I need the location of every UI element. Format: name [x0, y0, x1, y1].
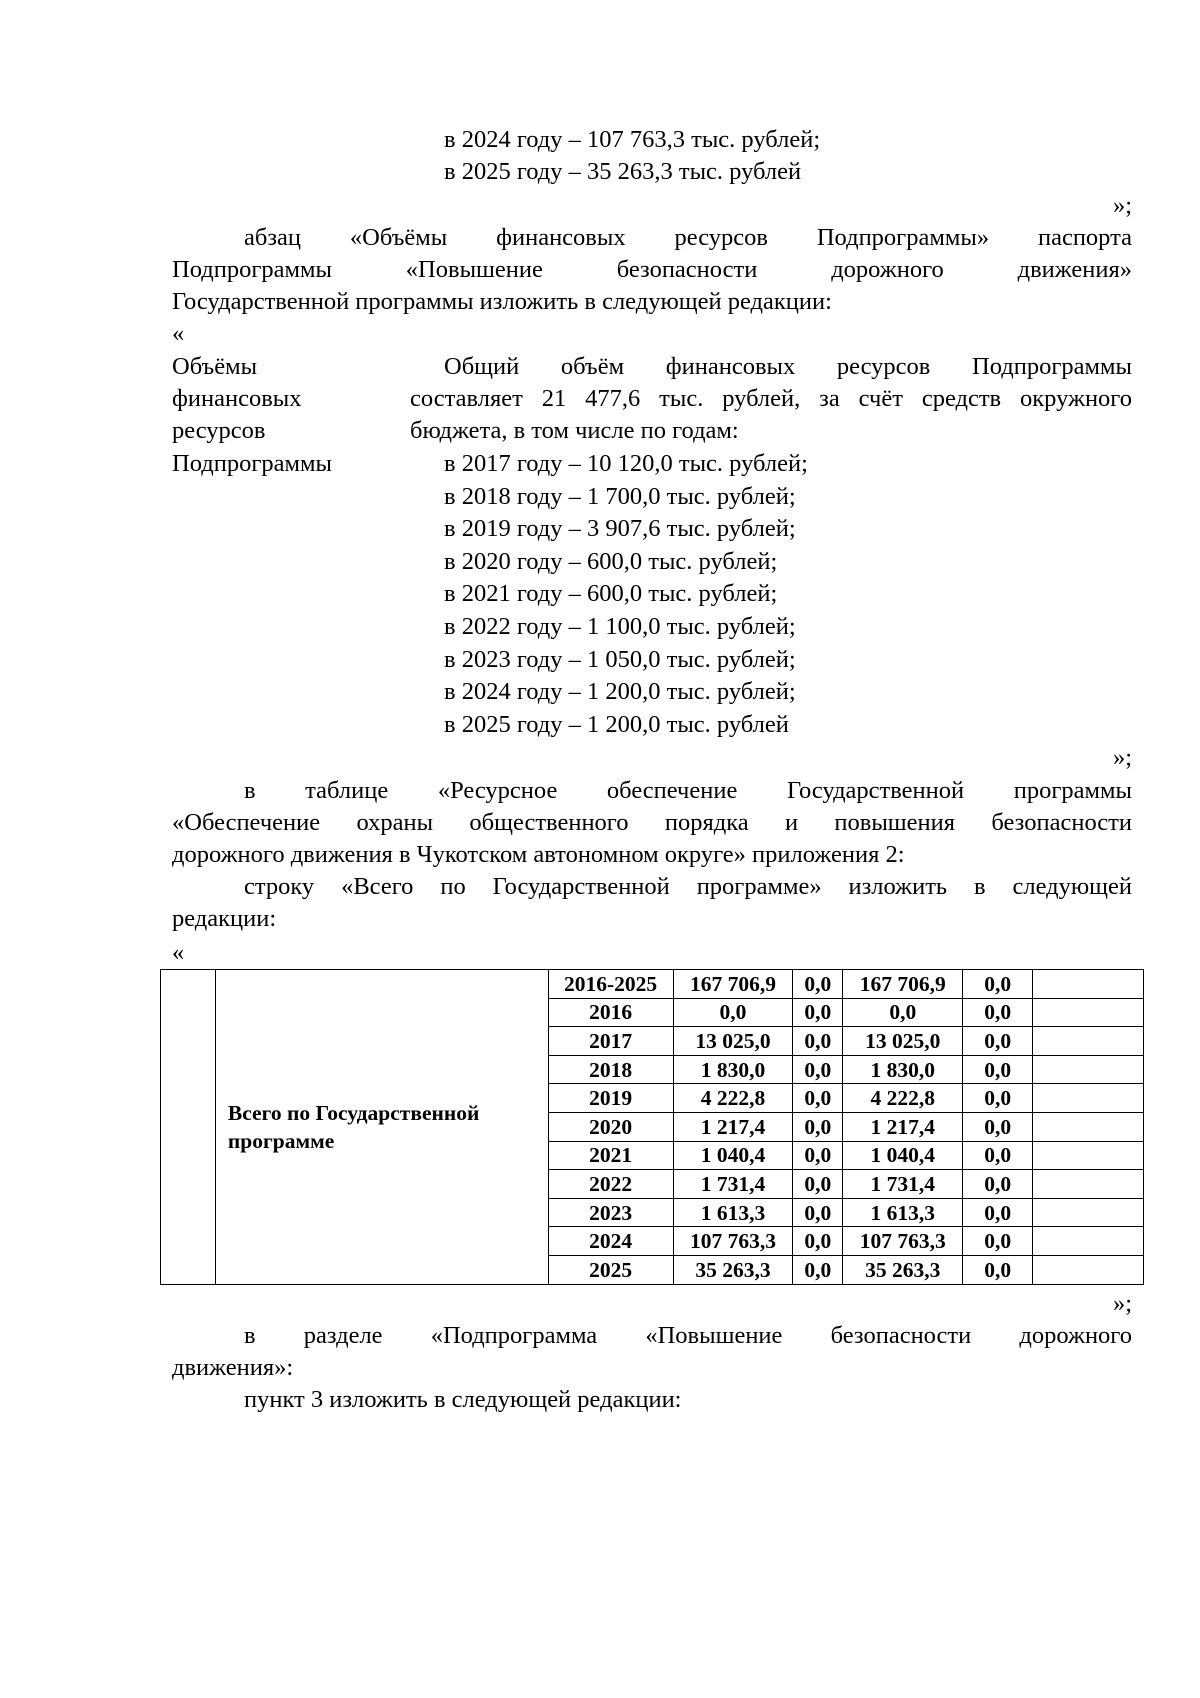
paragraph-line: в таблице «Ресурсное обеспечение Государственной программы — [244, 777, 1132, 804]
empty-cell — [1033, 1055, 1144, 1084]
table-row — [161, 970, 1144, 999]
row-label-line: Всего по Государственной — [227, 1100, 480, 1125]
passport-desc-line: составляет 21 477,6 тыс. рублей, за счёт средств окружного — [410, 385, 1132, 412]
cell-c2: 107 763,3 — [843, 1227, 963, 1256]
cell-total: 35 263,3 — [673, 1255, 793, 1284]
paragraph — [172, 222, 1132, 318]
closing-quote: »; — [1112, 744, 1132, 771]
cell-period: 2020 — [548, 1112, 673, 1141]
cell-period: 2025 — [548, 1255, 673, 1284]
year-line: в 2018 году – 1 700,0 тыс. рублей; — [444, 482, 796, 510]
paragraph-line: Государственной программы изложить в следующей редакции: — [172, 288, 832, 315]
empty-cell — [1033, 1084, 1144, 1113]
cell-total: 1 731,4 — [673, 1170, 793, 1199]
paragraph-line: Подпрограммы «Повышение безопасности дорожного движения» — [172, 256, 1132, 283]
empty-cell — [1033, 1255, 1144, 1284]
cell-total: 4 222,8 — [673, 1084, 793, 1113]
passport-label-line: ресурсов — [172, 417, 266, 444]
year-line: в 2024 году – 107 763,3 тыс. рублей; — [444, 126, 821, 153]
year-line: в 2023 году – 1 050,0 тыс. рублей; — [444, 645, 796, 673]
cell-c3: 0,0 — [963, 1112, 1033, 1141]
cell-period: 2019 — [548, 1084, 673, 1113]
row-label-cell — [215, 970, 548, 1285]
cell-c2: 35 263,3 — [843, 1255, 963, 1284]
passport-desc-line: Общий объём финансовых ресурсов Подпрограммы — [444, 353, 1132, 380]
cell-c1: 0,0 — [793, 1170, 843, 1199]
cell-c3: 0,0 — [963, 1055, 1033, 1084]
paragraph-line: дорожного движения в Чукотском автономном округе» приложения 2: — [172, 841, 905, 868]
cell-c2: 167 706,9 — [843, 970, 963, 999]
cell-total: 1 040,4 — [673, 1141, 793, 1170]
cell-c1: 0,0 — [793, 970, 843, 999]
cell-period: 2016 — [548, 998, 673, 1027]
paragraph-line: в разделе «Подпрограмма «Повышение безопасности дорожного — [244, 1322, 1132, 1349]
passport-desc-line: бюджета, в том числе по годам: — [410, 417, 739, 444]
cell-c3: 0,0 — [963, 1141, 1033, 1170]
opening-quote: « — [172, 320, 185, 347]
cell-c3: 0,0 — [963, 998, 1033, 1027]
paragraph-line: абзац «Объёмы финансовых ресурсов Подпрограммы» паспорта — [244, 224, 1132, 251]
paragraph-line: редакции: — [172, 905, 277, 932]
cell-period: 2021 — [548, 1141, 673, 1170]
passport-label-line: Подпрограммы — [172, 450, 332, 477]
paragraph-line: движения»: — [172, 1354, 294, 1381]
resource-table — [160, 969, 1144, 1285]
cell-c1: 0,0 — [793, 1084, 843, 1113]
passport-label-line: финансовых — [172, 385, 302, 412]
cell-period: 2022 — [548, 1170, 673, 1199]
cell-total: 107 763,3 — [673, 1227, 793, 1256]
empty-cell — [1033, 1027, 1144, 1056]
year-line: в 2025 году – 35 263,3 тыс. рублей — [444, 158, 802, 185]
cell-c2: 1 830,0 — [843, 1055, 963, 1084]
cell-c1: 0,0 — [793, 1112, 843, 1141]
closing-quote: »; — [1112, 1290, 1132, 1317]
cell-c1: 0,0 — [793, 1141, 843, 1170]
passport-years — [444, 448, 808, 741]
year-line: в 2025 году – 1 200,0 тыс. рублей — [444, 710, 789, 738]
cell-c3: 0,0 — [963, 1198, 1033, 1227]
empty-cell — [1033, 1141, 1144, 1170]
year-line: в 2021 году – 600,0 тыс. рублей; — [444, 580, 778, 608]
cell-c2: 1 217,4 — [843, 1112, 963, 1141]
year-line: в 2017 году – 10 120,0 тыс. рублей; — [444, 450, 808, 477]
passport-label-line: Объёмы — [172, 353, 258, 380]
cell-total: 13 025,0 — [673, 1027, 793, 1056]
cell-c3: 0,0 — [963, 1084, 1033, 1113]
cell-c3: 0,0 — [963, 1170, 1033, 1199]
cell-c3: 0,0 — [963, 1027, 1033, 1056]
empty-cell — [1033, 1112, 1144, 1141]
cell-c3: 0,0 — [963, 970, 1033, 999]
row-label-line: программе — [227, 1128, 335, 1153]
cell-total: 1 613,3 — [673, 1198, 793, 1227]
cell-c1: 0,0 — [793, 1198, 843, 1227]
paragraph-line: «Обеспечение охраны общественного порядка и повышения безопасности — [172, 809, 1132, 836]
cell-c1: 0,0 — [793, 1055, 843, 1084]
year-line: в 2020 году – 600,0 тыс. рублей; — [444, 547, 778, 575]
passport-description — [410, 351, 1132, 447]
cell-c2: 1 731,4 — [843, 1170, 963, 1199]
empty-cell — [1033, 1170, 1144, 1199]
cell-period: 2023 — [548, 1198, 673, 1227]
cell-c3: 0,0 — [963, 1255, 1033, 1284]
cell-total: 0,0 — [673, 998, 793, 1027]
cell-period: 2016-2025 — [548, 970, 673, 999]
cell-c1: 0,0 — [793, 1227, 843, 1256]
cell-c2: 0,0 — [843, 998, 963, 1027]
year-line: в 2024 году – 1 200,0 тыс. рублей; — [444, 678, 796, 706]
empty-cell — [1033, 970, 1144, 999]
opening-quote: « — [172, 939, 185, 966]
paragraph — [172, 775, 1132, 935]
cell-c2: 1 613,3 — [843, 1198, 963, 1227]
cell-c1: 0,0 — [793, 1027, 843, 1056]
cell-total: 1 830,0 — [673, 1055, 793, 1084]
cell-c3: 0,0 — [963, 1227, 1033, 1256]
paragraph — [172, 1320, 1132, 1416]
cell-period: 2018 — [548, 1055, 673, 1084]
cell-c2: 13 025,0 — [843, 1027, 963, 1056]
year-line: в 2022 году – 1 100,0 тыс. рублей; — [444, 612, 796, 640]
cell-c1: 0,0 — [793, 1255, 843, 1284]
cell-c2: 1 040,4 — [843, 1141, 963, 1170]
cell-total: 167 706,9 — [673, 970, 793, 999]
paragraph-line: пункт 3 изложить в следующей редакции: — [244, 1386, 682, 1413]
cell-c2: 4 222,8 — [843, 1084, 963, 1113]
year-line: в 2019 году – 3 907,6 тыс. рублей; — [444, 515, 796, 543]
empty-cell — [1033, 1198, 1144, 1227]
paragraph-line: строку «Всего по Государственной программе» изложить в следующей — [244, 873, 1132, 900]
empty-cell — [1033, 1227, 1144, 1256]
cell-period: 2024 — [548, 1227, 673, 1256]
cell-total: 1 217,4 — [673, 1112, 793, 1141]
empty-cell — [1033, 998, 1144, 1027]
cell-c1: 0,0 — [793, 998, 843, 1027]
empty-cell — [161, 970, 216, 1285]
closing-quote: »; — [1112, 192, 1132, 219]
cell-period: 2017 — [548, 1027, 673, 1056]
